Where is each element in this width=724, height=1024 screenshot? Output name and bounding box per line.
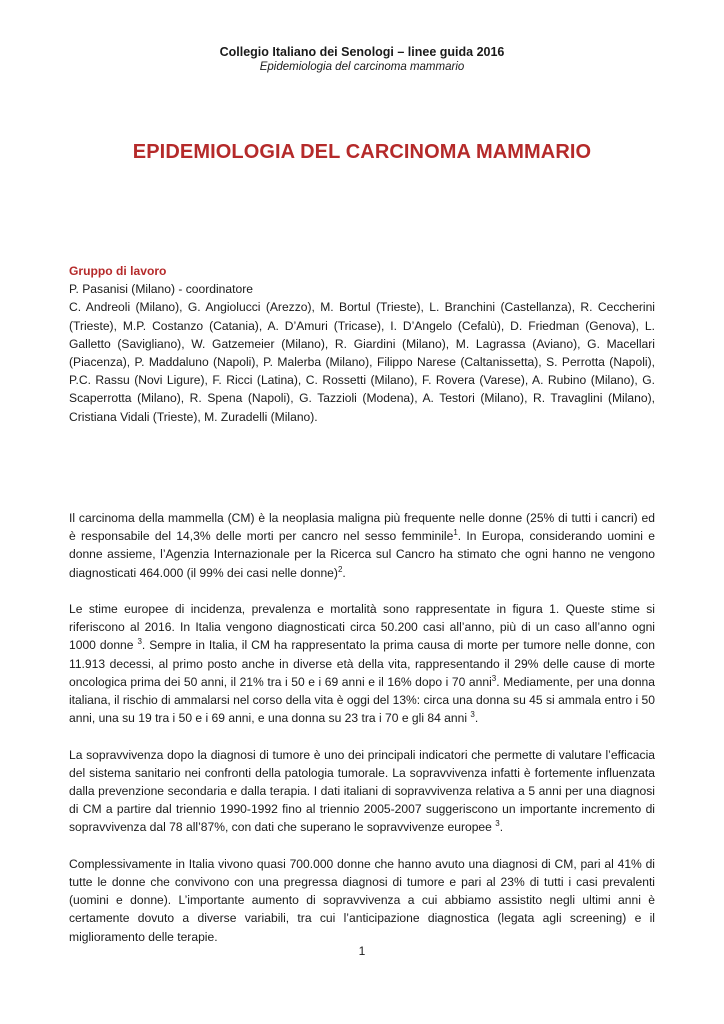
paragraph-3: [69, 746, 655, 837]
working-group-label: Gruppo di lavoro: [69, 264, 167, 278]
paragraph-1-text-c: .: [342, 565, 346, 580]
working-group-members: C. Andreoli (Milano), G. Angiolucci (Arezzo), M. Bortul (Trieste), L. Branchini (Castellanza), R. Ceccherini (Trieste), M.P. Costanzo (Catania), A. D’Amuri (Tricase), I. D’Angelo (Cefalù), D. Friedman (Genova), L. Galletto (Savigliano), W. Gatzemeier (Milano), R. Giardini (Milano), M. Lagrassa (Aviano), G. Macellari (Piacenza), P. Maddaluno (Napoli), P. Malerba (Milano), Filippo Narese (Caltanissetta), S. Perrotta (Napoli), P.C. Rassu (Novi Ligure), F. Ricci (Latina), C. Rossetti (Milano), F. Rovera (Varese), A. Rubino (Milano), G. Scaperrotta (Milano), R. Spena (Napoli), G. Tazzioli (Modena), A. Testori (Milano), R. Travaglini (Milano), Cristiana Vidali (Trieste), M. Zuradelli (Milano).: [69, 300, 655, 424]
reference-marker: 3: [470, 710, 475, 720]
paragraph-2-text-a: Le stime europee di incidenza, prevalenza e mortalità sono rappresentate in figura 1. Queste stime si riferiscono al 2016. In Italia vengono diagnosticati circa 50.200 casi all’anno, più di un caso all’anno ogni 1000 donne: [69, 602, 655, 653]
page-title: EPIDEMIOLOGIA DEL CARCINOMA MAMMARIO: [132, 141, 592, 163]
working-group-coordinator: P. Pasanisi (Milano) - coordinatore: [69, 282, 253, 297]
reference-marker: 3: [495, 819, 500, 829]
reference-marker: 1: [453, 528, 458, 538]
paragraph-2: [69, 600, 655, 727]
paragraph-3-text-a: La sopravvivenza dopo la diagnosi di tumore è uno dei principali indicatori che permette di valutare l’efficacia del sistema sanitario nei confronti della patologia tumorale. La sopravvivenza infatti è fortemente influenzata dalla prevenzione secondaria e dalla terapia. I dati italiani di sopravvivenza relativa a 5 anni per una diagnosi di CM a partire dal triennio 1990-1992 fino al triennio 2005-2007 suggeriscono un importante incremento di sopravvivenza dal 78 all’87%, con dati che superano le sopravvivenze europee: [69, 747, 655, 835]
reference-marker: 2: [337, 564, 343, 574]
reference-marker: 3: [137, 637, 142, 647]
body-text: [69, 509, 655, 964]
paragraph-2-text-d: .: [474, 711, 479, 726]
running-header: [0, 44, 724, 75]
header-subtitle: Epidemiologia del carcinoma mammario: [259, 61, 465, 73]
header-title: Collegio Italiano dei Senologi – linee guida 2016: [219, 45, 505, 59]
paragraph-3-text-b: .: [499, 820, 504, 835]
paragraph-1-text-b: . In Europa, considerando uomini e donne assieme, l’Agenzia Internazionale per la Ricerca sul Cancro ha stimato che ogni hanno ne vengono diagnosticati 464.000 (il 99% dei casi nelle donne): [69, 529, 656, 580]
paragraph-1-text-a: Il carcinoma della mammella (CM) è la neoplasia maligna più frequente nelle donne (25% di tutti i cancri) ed è responsabile del 14,3% delle morti per cancro nel sesso femminile: [69, 511, 655, 544]
page-number: 1: [358, 944, 366, 958]
reference-marker: 3: [491, 673, 497, 683]
working-group-section: [69, 262, 655, 426]
paragraph-2-text-c: . Mediamente, per una donna italiana, il rischio di ammalarsi nel corso della vita è oggi del 13%: circa una donna su 45 si ammala entro i 50 anni, una su 19 tra i 50 e i 69 anni, e una donna su 23 tra i 70 e gli 84 anni: [69, 674, 655, 726]
paragraph-1: [69, 509, 655, 582]
paragraph-2-text-b: . Sempre in Italia, il CM ha rappresentato la prima causa di morte per tumore nelle donne, con 11.913 decessi, al primo posto anche in diverse età della vita, rappresentando il 29% delle cause di morte oncologica prima dei 50 anni, il 21% tra i 50 e i 69 anni e il 16% dopo i 70 anni: [69, 638, 655, 689]
paragraph-4: Complessivamente in Italia vivono quasi 700.000 donne che hanno avuto una diagnosi di CM, pari al 41% di tutte le donne che convivono con una pregressa diagnosi di tumore e pari al 23% di tutti i casi prevalenti (uomini e donne). L’importante aumento di sopravvivenza a cui abbiamo assistito negli ultimi anni è certamente dovuto a diverse variabili, tra cui l’anticipazione diagnostica (legata agli screening) e il miglioramento delle terapie.: [69, 856, 655, 944]
